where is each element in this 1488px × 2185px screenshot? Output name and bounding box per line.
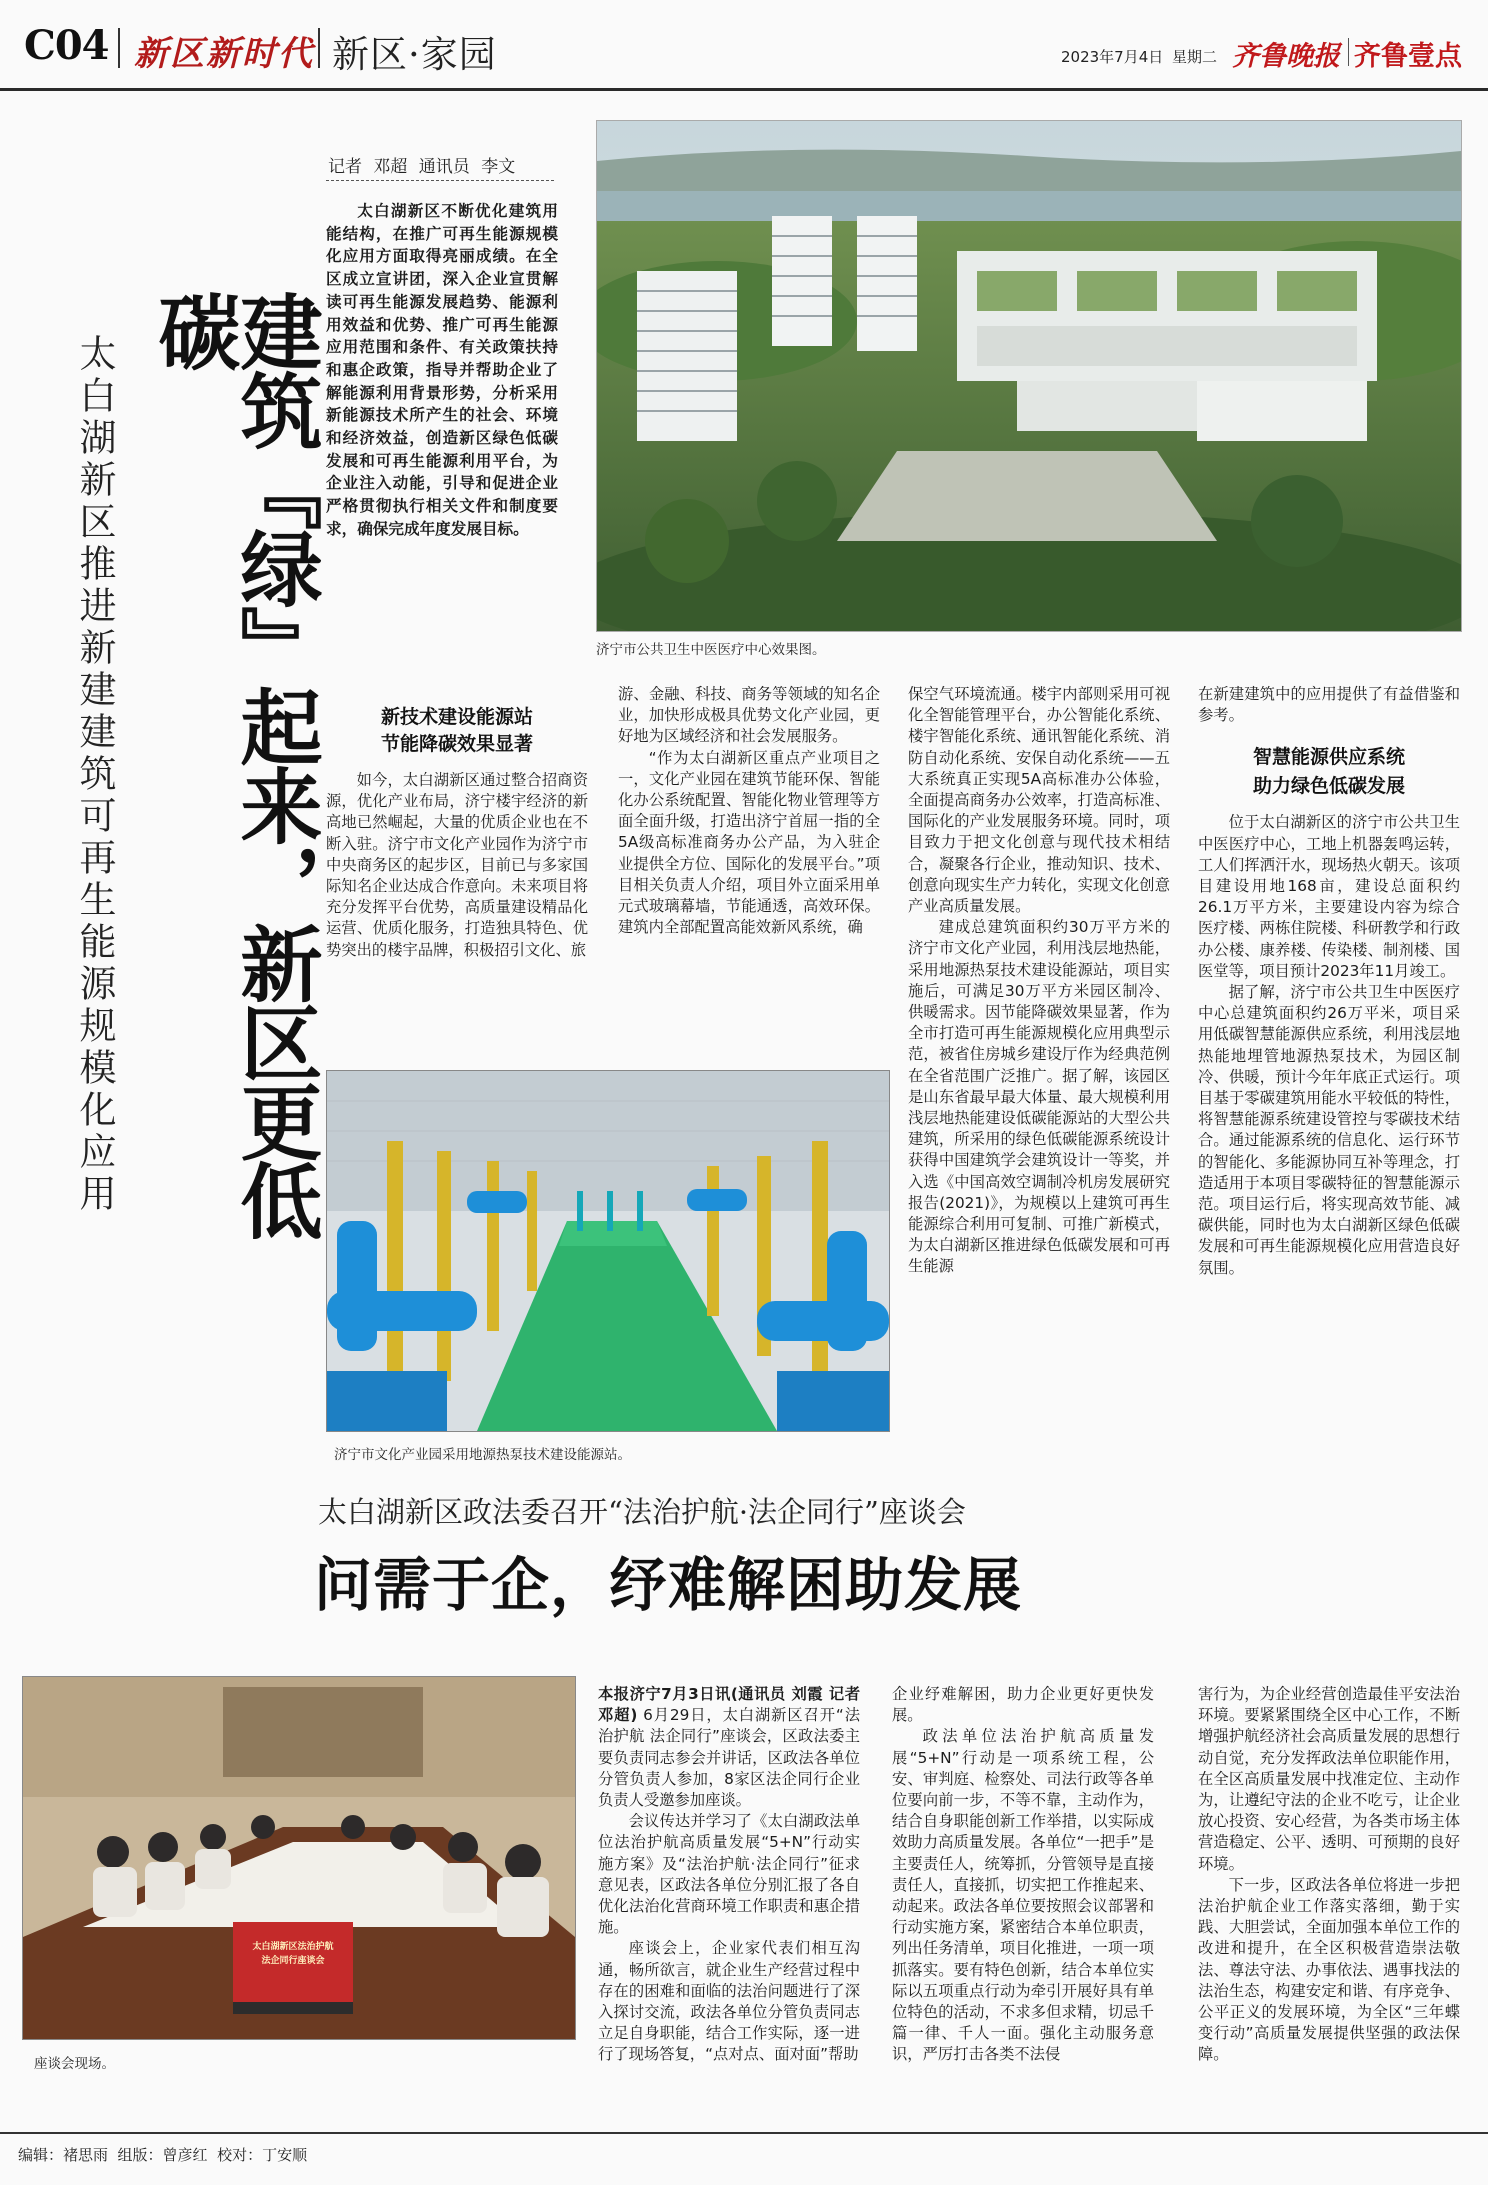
article2-col3-paragraph1: 害行为，为企业经营创造最佳平安法治环境。要紧紧围绕全区中心工作，不断增强护航经济社会高质量发展的思想行动自觉，充分发挥政法单位职能作用，在全区高质量发展中找准定位、主动作为，让遵纪守法的企业不吃亏，让企业放心投资、安心经营，为各类市场主体营造稳定、公平、透明、可预期的良好环境。	[1198, 1685, 1460, 1873]
meeting-photo	[22, 1676, 576, 2040]
article2-col2-paragraph2: 政法单位法治护航高质量发展“5+N”行动是一项系统工程，公安、审判庭、检察处、司法行政等各单位要向前一步，不等不靠，主动作为，结合自身职能创新工作举措，以实际成效助力高质量发展。各单位“一把手”是主要责任人，统筹抓，分管领导是直接责任人，直接抓，切实把工作推起来、动起来。政法各单位要按照会议部署和行动实施方案，紧密结合本单位职责，列出任务清单，项目化推进，一项一项抓落实。要有特色创新，结合本单位实际以五项重点行动为牵引开展好具有单位特色的活动，不求多但求精，切忌千篇一律、千人一面。强化主动服务意识，严厉打击各类不法侵	[892, 1727, 1154, 2064]
footer-credits: 编辑：褚思雨 组版：曾彦红 校对：丁安顺	[18, 2146, 308, 2164]
article2-col1-paragraph3: 座谈会上，企业家代表们相互沟通，畅所欲言，就企业生产经营过程中存在的困难和面临的法治问题进行了深入探讨交流，政法各单位分管负责同志立足自身职能，结合工作实际，逐一进行了现场答复，“点对点、面对面”帮助	[598, 1939, 860, 2064]
footer-rule	[0, 2132, 1488, 2134]
article1-col2-paragraph1: 游、金融、科技、商务等领域的知名企业，加快形成极具优势文化产业园，更好地为区域经济和社会发展服务。	[618, 685, 880, 746]
medical-center-rendering-icon	[597, 121, 1461, 631]
article1-column3	[908, 684, 1170, 1278]
header-divider-2	[318, 28, 320, 68]
article2-col1-paragraph1-text: 6月29日，太白湖新区召开“法治护航 法企同行”座谈会，区政法委主要负责同志参会并讲话，区政法各单位分管负责人参加，8家区法企同行企业负责人受邀参加座谈。	[598, 1706, 860, 1810]
article2-dateline: 本报济宁7月3日讯(通讯员 刘霞 记者 邓超)	[598, 1685, 860, 1725]
header-rule	[0, 88, 1488, 91]
medical-center-caption: 济宁市公共卫生中医医疗中心效果图。	[596, 642, 826, 658]
section1-heading-line2: 节能降碳效果显著	[380, 733, 533, 755]
medical-center-photo	[596, 120, 1462, 632]
section1-heading	[326, 704, 588, 758]
article1-col4-paragraph1: 在新建建筑中的应用提供了有益借鉴和参考。	[1198, 685, 1460, 725]
article1-col2-paragraph2: “作为太白湖新区重点产业项目之一，文化产业园在建筑节能环保、智能化办公系统配置、智能化物业管理等方面全面升级，打造出济宁首屈一指的全5A级高标准商务办公产品，为入驻企业提供全方位、国际化的发展平台。”项目相关负责人介绍，项目外立面采用单元式玻璃幕墙，节能通透，高效环保。建筑内全部配置高能效新风系统，确	[618, 748, 880, 937]
sub-title: 太白湖新区推进新建建筑可再生能源规模化应用	[73, 334, 116, 1216]
section-title: 新区·家园	[332, 33, 497, 76]
main-title: 建筑『绿』起来，新区更低碳	[145, 290, 323, 1238]
byline-rule	[326, 180, 554, 181]
issue-date: 2023年7月4日	[1061, 48, 1164, 66]
paper-logo-divider	[1348, 38, 1349, 66]
article2-kicker: 太白湖新区政法委召开“法治护航·法企同行”座谈会	[318, 1495, 966, 1529]
paper-logo: 齐鲁晚报	[1232, 41, 1340, 72]
qilu-yidian-logo: 齐鲁壹点	[1354, 41, 1462, 72]
byline: 记者 邓超 通讯员 李文	[328, 157, 516, 177]
section1-heading-line1: 新技术建设能源站	[380, 706, 533, 728]
energy-station-pipes-icon	[327, 1071, 889, 1431]
meeting-photo-caption: 座谈会现场。	[34, 2056, 115, 2072]
energy-station-caption: 济宁市文化产业园采用地源热泵技术建设能源站。	[334, 1447, 631, 1463]
page-header	[0, 0, 1488, 92]
article1-col3-paragraph1: 保空气环境流通。楼宇内部则采用可视化全智能管理平台，办公智能化系统、楼宇智能化系统、通讯智能化系统、消防自动化系统、安保自动化系统——五大系统真正实现5A高标准办公体验，全面提高商务办公效率，打造高标准、国际化的产业发展服务环境。同时，项目致力于把文化创意与现代技术相结合，凝聚各行企业，推动知识、技术、创意向现实生产力转化，实现文化创意产业高质量发展。	[908, 685, 1170, 916]
article1-col3-paragraph2: 建成总建筑面积约30万平方米的济宁市文化产业园，利用浅层地热能，采用地源热泵技术建设能源站，项目实施后，可满足30万平方米园区制冷、供暖需求。因节能降碳效果显著，作为全市打造可再生能源规模化应用典型示范，被省住房城乡建设厅作为经典范例在全省范围广泛推广。据了解，该园区是山东省最早最大体量、最大规模利用浅层地热能建设低碳能源站的大型公共建筑，所采用的绿色低碳能源系统设计获得中国建筑学会建筑设计一等奖，并入选《中国高效空调制冷机房发展研究报告(2021)》，为规模以上建筑可再生能源综合利用可复制、可推广新模式，为太白湖新区推进绿色低碳发展和可再生能源	[908, 918, 1170, 1276]
brand-calligraphy: 新区新时代	[134, 34, 314, 74]
article2-col2-paragraph1: 企业纾难解困，助力企业更好更快发展。	[892, 1685, 1154, 1725]
page-number: C04	[24, 22, 109, 69]
article2-column3	[1198, 1684, 1460, 2066]
article1-col1-paragraph: 如今，太白湖新区通过整合招商资源，优化产业布局，济宁楼宇经济的新高地已然崛起，大量的优质企业也在不断入驻。济宁市文化产业园作为济宁市中央商务区的起步区，目前已与多家国际知名企业达成合作意向。未来项目将充分发挥平台优势，高质量建设精品化运营、优质化服务，打造独具特色、优势突出的楼宇品牌，积极招引文化、旅	[326, 771, 588, 959]
article2-column1	[598, 1684, 860, 2066]
article1-column4	[1198, 684, 1460, 1279]
article1-col4-paragraph3: 据了解，济宁市公共卫生中医医疗中心总建筑面积约26万平米，项目采用低碳智慧能源供应系统，利用浅层地热能地埋管地源热泵技术，为园区制冷、供暖，预计今年年底正式运行。项目基于零碳建筑用能水平较低的特性，将智慧能源系统建设管控与零碳技术结合。通过能源系统的信息化、运行环节的智能化、多能源协同互补等理念，打造适用于本项目零碳特征的智慧能源示范。项目运行后，将实现高效节能、减碳供能，同时也为太白湖新区绿色低碳发展和可再生能源规模化应用营造良好氛围。	[1198, 983, 1460, 1277]
section2-heading-line1: 智慧能源供应系统	[1252, 746, 1405, 769]
article2-column2	[892, 1684, 1154, 2066]
issue-weekday: 星期二	[1172, 48, 1218, 66]
article2-col1-paragraph1	[598, 1684, 860, 1811]
article1-column1	[326, 770, 588, 961]
meeting-banner-line1: 太白湖新区法治护航	[252, 1942, 334, 1952]
header-divider-1	[118, 28, 120, 68]
lead-paragraph: 太白湖新区不断优化建筑用能结构，在推广可再生能源规模化应用方面取得亮丽成绩。在全区成立宣讲团，深入企业宣贯解读可再生能源发展趋势、能源利用效益和优势、推广可再生能源应用范围和条件、有关政策扶持和惠企政策，指导并帮助企业了解能源利用背景形势，分析采用新能源技术所产生的社会、环境和经济效益，创造新区绿色低碳发展和可再生能源利用平台，为企业注入动能，引导和促进企业严格贯彻执行相关文件和制度要求，确保完成年度发展目标。	[326, 202, 558, 538]
meeting-banner-line2: 法企同行座谈会	[261, 1956, 325, 1966]
article2-col3-paragraph2: 下一步，区政法各单位将进一步把法治护航企业工作落实落细，勤于实践、大胆尝试，全面加强本单位工作的改进和提升，在全区积极营造崇法敬法、尊法守法、办事依法、遇事找法的法治生态，构建安定和谐、有序竞争、公平正义的发展环境，为全区“三年蝶变行动”高质量发展提供坚强的政法保障。	[1198, 1875, 1460, 2064]
article1-column2	[618, 684, 880, 938]
energy-station-photo	[326, 1070, 890, 1432]
article1-col4-paragraph2: 位于太白湖新区的济宁市公共卫生中医医疗中心，工地上机器轰鸣运转，工人们挥洒汗水，现场热火朝天。该项目建设用地168亩，建设总面积约26.1万平方米，主要建设内容为综合医疗楼、两栋住院楼、科研教学和行政办公楼、康养楼、传染楼、制剂楼、国医堂等，项目预计2023年11月竣工。	[1198, 813, 1460, 980]
article2-col1-paragraph2: 会议传达并学习了《太白湖政法单位法治护航高质量发展“5+N”行动实施方案》及“法治护航·法企同行”征求意见表，区政法各单位分别汇报了各自优化法治化营商环境工作职责和惠企措施。	[598, 1812, 860, 1937]
section2-heading-line2: 助力绿色低碳发展	[1252, 775, 1405, 798]
meeting-room-icon	[23, 1677, 575, 2039]
article2-headline: 问需于企，纾难解困助发展	[314, 1551, 1023, 1619]
